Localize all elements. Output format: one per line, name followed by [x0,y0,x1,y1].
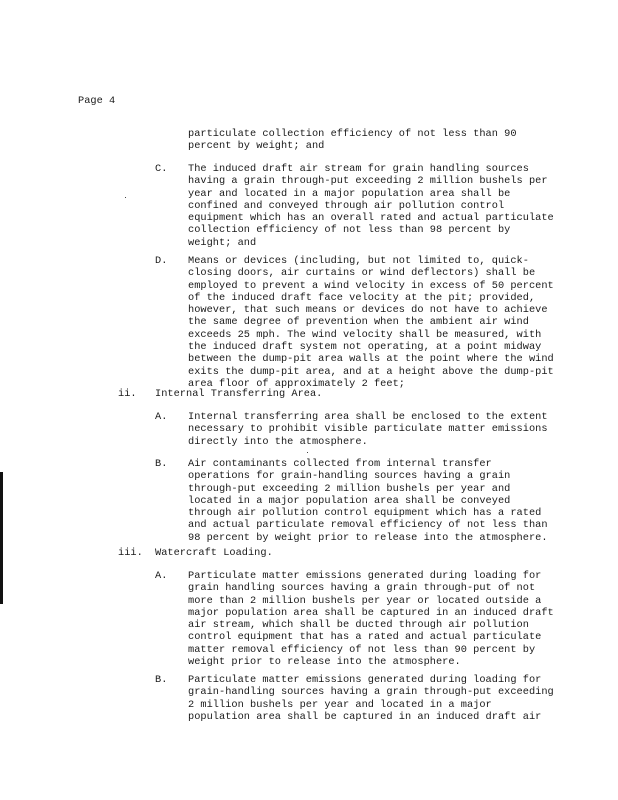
text-line: major population area shall be captured in an induced draft [188,606,554,619]
text-line: and actual particulate removal efficiency of not less than [188,519,548,532]
section-marker-ii: ii. [118,388,137,400]
paragraph-d [188,255,554,390]
text-line: operations for grain-handling sources having a grain [188,470,511,483]
paragraph-c [188,163,554,249]
paragraph-ii-a [188,411,548,448]
text-line: area floor of approximately 2 feet; [188,377,405,390]
text-line: exceeds 25 mph. The wind velocity shall be measured, with [188,328,542,341]
text-line: more than 2 million bushels per year or located outside a [188,594,542,607]
text-line: percent by weight; and [188,140,325,153]
text-line: equipment which has an overall rated and actual particulate [188,212,554,225]
scan-speck [307,452,308,453]
text-line: the induced draft system not operating, at a point midway [188,341,542,354]
text-line: Internal transferring area shall be enclosed to the extent [188,411,548,423]
text-line: the same degree of prevention when the ambient air wind [188,316,529,329]
text-line: directly into the atmosphere. [188,435,368,448]
text-line: closing doors, air curtains or wind deflectors) shall be [188,267,536,280]
section-marker-iii: iii. [118,547,143,559]
text-line: between the dump-pit area walls at the point where the wind [188,353,554,366]
text-line: matter removal efficiency of not less than 90 percent by [188,643,536,656]
text-line: The induced draft air stream for grain handling sources [188,163,529,175]
continuation-paragraph [188,128,517,153]
text-line: Air contaminants collected from internal transfer [188,458,492,470]
text-line: having a grain through-put exceeding 2 million bushels per [188,175,548,188]
item-marker-ii-b: B. [155,458,168,470]
text-line: 2 million bushels per year and located in a major [188,698,492,711]
text-line: weight; and [188,236,257,249]
text-line: air stream, which shall be ducted through air pollution [188,619,529,632]
text-line: necessary to prohibit visible particulate matter emissions [188,423,548,436]
text-line: however, that such means or devices do not have to achieve [188,304,548,317]
text-line: 98 percent by weight prior to release into the atmosphere. [188,531,548,544]
item-marker-iii-a: A. [155,570,168,582]
paragraph-iii-b [188,674,554,723]
text-line: particulate collection efficiency of not less than 90 [188,128,517,140]
item-marker-iii-b: B. [155,674,168,686]
text-line: grain-handling sources having a grain through-put exceeding [188,686,554,699]
item-marker-ii-a: A. [155,411,168,423]
text-line: through air pollution control equipment which has a rated [188,507,542,520]
text-line: employed to prevent a wind velocity in excess of 50 percent [188,279,554,292]
text-line: Particulate matter emissions generated during loading for [188,674,542,686]
text-line: year and located in a major population area shall be [188,187,511,200]
text-line: grain handling sources having a grain through-put of not [188,582,536,595]
section-heading-ii: Internal Transferring Area. [155,388,323,400]
text-line: located in a major population area shall be conveyed [188,494,511,507]
section-heading-iii: Watercraft Loading. [155,547,273,559]
text-line: collection efficiency of not less than 98 percent by [188,224,511,237]
scan-edge-mark [0,472,3,604]
text-line: Particulate matter emissions generated during loading for [188,570,542,582]
item-marker-c: C. [155,163,168,175]
item-marker-d: D. [155,255,168,267]
text-line: confined and conveyed through air pollution control [188,199,505,212]
text-line: exits the dump-pit area, and at a height above the dump-pit [188,365,554,378]
paragraph-ii-b [188,458,548,544]
text-line: weight prior to release into the atmosphere. [188,656,461,669]
paragraph-iii-a [188,570,554,668]
scan-speck [125,197,126,198]
text-line: control equipment that has a rated and actual particulate [188,631,542,644]
text-line: through-put exceeding 2 million bushels per year and [188,482,511,495]
text-line: Means or devices (including, but not limited to, quick- [188,255,529,267]
text-line: of the induced draft face velocity at the pit; provided, [188,291,536,304]
text-line: population area shall be captured in an induced draft air [188,710,542,723]
page-number: Page 4 [78,95,116,107]
